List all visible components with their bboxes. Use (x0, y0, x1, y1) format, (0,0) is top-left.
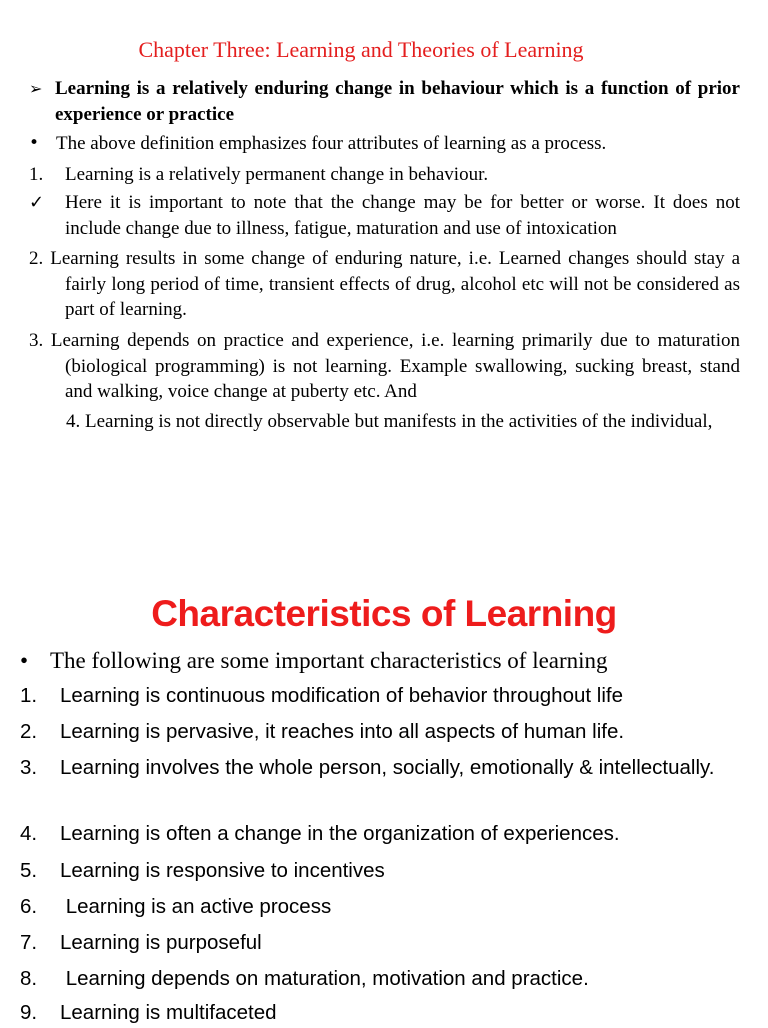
attribute-body: Learning depends on practice and experience, i.e. learning primarily due to maturation (biological programming) is not learning. Example swallowing, sucking breast, stand and walking, voice change at puberty etc. And (50, 330, 740, 402)
list-item-text: Learning is multifaceted (60, 1001, 277, 1024)
list-number: 7. (20, 931, 38, 954)
attribute-item-4 (66, 409, 740, 435)
slide-characteristics (0, 480, 768, 1024)
list-item (20, 963, 740, 994)
attribute-body: Learning results in some change of enduring nature, i.e. Learned changes should stay a fairly long period of time, transient effects of drug, alcohol etc will not be considered as part of learning. (50, 248, 740, 320)
list-item (20, 997, 740, 1028)
list-item (20, 752, 740, 783)
list-item (20, 891, 740, 922)
list-number: 1. (20, 684, 38, 707)
list-item-text: Learning is an active process (60, 895, 332, 918)
slide-chapter-three (0, 0, 768, 480)
attribute-text (29, 246, 740, 323)
list-number: 5. (20, 859, 38, 882)
list-number: 9. (20, 1001, 38, 1024)
list-number: 3. (20, 756, 38, 779)
list-number: 2. (29, 248, 44, 269)
bullet-icon: • (20, 648, 29, 673)
list-item (20, 716, 740, 747)
checkmark-icon: ✓ (29, 192, 45, 213)
attribute-body: Learning is not directly observable but manifests in the activities of the individual, (85, 411, 713, 432)
intro-text: The above definition emphasizes four attributes of learning as a process. (56, 133, 607, 154)
note-text: Here it is important to note that the change may be for better or worse. It does not include change due to illness, fatigue, maturation and use of intoxication (65, 192, 740, 239)
list-item-text: Learning is purposeful (60, 931, 262, 954)
list-number: 1. (29, 164, 44, 185)
list-item-text: Learning involves the whole person, socially, emotionally & intellectually. (60, 756, 715, 779)
definition-item (29, 76, 740, 127)
list-item-text: Learning is pervasive, it reaches into all aspects of human life. (60, 720, 625, 743)
list-item (20, 927, 740, 958)
attribute-text (29, 328, 740, 405)
slide-title: Characteristics of Learning (151, 593, 617, 634)
list-item (20, 818, 740, 849)
list-item-text: Learning is often a change in the organization of experiences. (60, 822, 620, 845)
note-item (29, 190, 740, 241)
list-number: 6. (20, 895, 38, 918)
list-item-text: Learning is continuous modification of behavior throughout life (60, 684, 623, 707)
attribute-text (66, 409, 740, 435)
list-item (20, 855, 740, 886)
list-number: 4. (66, 411, 81, 432)
arrow-bullet-icon: ➢ (29, 79, 43, 98)
attribute-item-2 (29, 246, 740, 323)
attribute-item-3 (29, 328, 740, 405)
lead-text: The following are some important characteristics of learning (50, 648, 608, 673)
list-number: 4. (20, 822, 38, 845)
list-number: 3. (29, 330, 44, 351)
intro-item (29, 131, 740, 157)
slide-title: Chapter Three: Learning and Theories of Learning (138, 37, 584, 62)
list-item-text: Learning is responsive to incentives (60, 859, 385, 882)
attribute-item-1 (29, 162, 740, 188)
list-item (20, 680, 740, 711)
attribute-text: Learning is a relatively permanent change in behaviour. (65, 164, 489, 185)
list-number: 8. (20, 967, 38, 990)
list-number: 2. (20, 720, 38, 743)
bullet-icon: • (29, 133, 40, 153)
definition-text: Learning is a relatively enduring change in behaviour which is a function of prior experience or practice (55, 78, 740, 125)
list-item-text: Learning depends on maturation, motivation and practice. (60, 967, 589, 990)
